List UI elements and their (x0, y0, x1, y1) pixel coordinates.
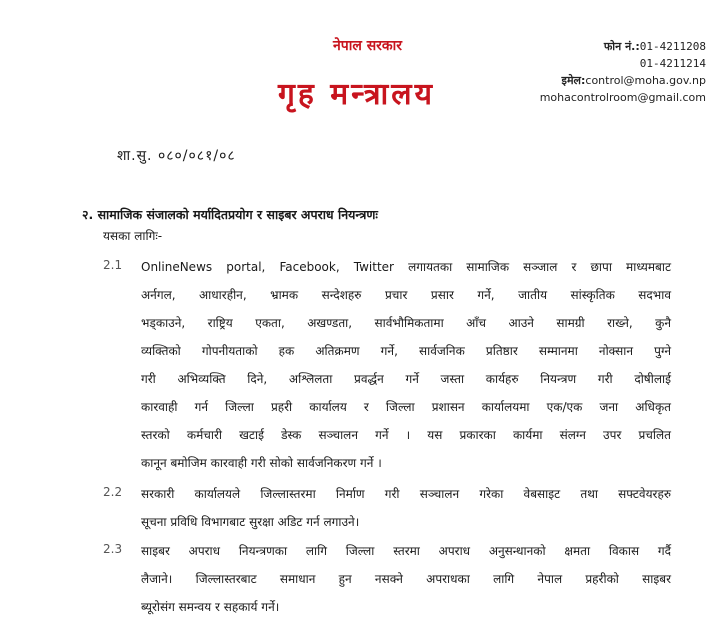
email-line-2 (540, 89, 706, 106)
item-line: सूचना प्रविधि विभागबाट सुरक्षा अडिट गर्न लगाउने। (141, 515, 360, 529)
item-line: स्तरको कर्मचारी खटाई डेस्क सञ्चालन गर्ने । यस प्रकारका कार्यमा संलग्न उपर प्रचलित (141, 428, 671, 442)
reference-number: शा.सु. ०८०/०८१/०८ (117, 148, 236, 164)
phone-label: फोन नं.: (603, 40, 640, 53)
email-line-1 (540, 72, 706, 89)
item-line: अर्नगल, आधारहीन, भ्रामक सन्देशहरु प्रचार प्रसार गर्ने, जातीय सांस्कृतिक सदभाव (141, 288, 671, 302)
item-line: गरी अभिव्यक्ति दिने, अश्लिलता प्रवर्द्धन गर्ने जस्ता कार्यहरु नियन्त्रण गरी दोषीलाई (141, 372, 671, 386)
ministry-title: गृह मन्त्रालय (278, 77, 436, 112)
item-number: 2.1 (103, 258, 123, 272)
phone-number-2: 01-4211214 (639, 57, 706, 70)
section-intro: यसका लागिः- (103, 229, 163, 243)
email-2: mohacontrolroom@gmail.com (539, 91, 706, 104)
item-number: 2.3 (103, 542, 123, 556)
item-line: साइबर अपराध नियन्त्रणका लागि जिल्ला स्तरमा अपराध अनुसन्धानको क्षमता विकास गर्दै (141, 544, 671, 558)
phone-line-1 (540, 38, 706, 55)
phone-line-2 (540, 55, 706, 72)
item-line: OnlineNews portal, Facebook, Twitter लगायतका सामाजिक सञ्जाल र छापा माध्यमबाट (141, 260, 671, 274)
section-heading: २. सामाजिक संजालको मर्यादितप्रयोग र साइबर अपराध नियन्त्रणः (82, 207, 378, 222)
item-line: ब्यूरोसंग समन्वय र सहकार्य गर्ने। (141, 600, 280, 614)
item-line: भड्काउने, राष्ट्रिय एकता, अखण्डता, सार्वभौमिकतामा आँच आउने सामग्री राख्ने, कुनै (141, 316, 671, 330)
email-label: इमेल: (561, 74, 586, 87)
item-line: कारवाही गर्न जिल्ला प्रहरी कार्यालय र जिल्ला प्रशासन कार्यालयमा एक/एक जना अधिकृत (141, 400, 671, 414)
item-line: व्यक्तिको गोपनीयताको हक अतिक्रमण गर्ने, सार्वजनिक प्रतिष्ठार सम्मानमा नोक्सान पुग्ने (141, 344, 671, 358)
item-number: 2.2 (103, 485, 123, 499)
item-line: कानून बमोजिम कारवाही गरी सोको सार्वजनिकरण गर्ने । (141, 456, 382, 470)
email-1: control@moha.gov.np (585, 74, 706, 87)
phone-number-1: 01-4211208 (639, 40, 706, 53)
contact-block (540, 38, 706, 106)
government-name: नेपाल सरकार (333, 38, 403, 54)
item-line: सरकारी कार्यालयले जिल्लास्तरमा निर्माण गरी सञ्चालन गरेका वेबसाइट तथा सफ्टवेयरहरु (141, 487, 671, 501)
item-line: लैजाने। जिल्लास्तरबाट समाधान हुन नसक्ने अपराधका लागि नेपाल प्रहरीको साइबर (141, 572, 671, 586)
